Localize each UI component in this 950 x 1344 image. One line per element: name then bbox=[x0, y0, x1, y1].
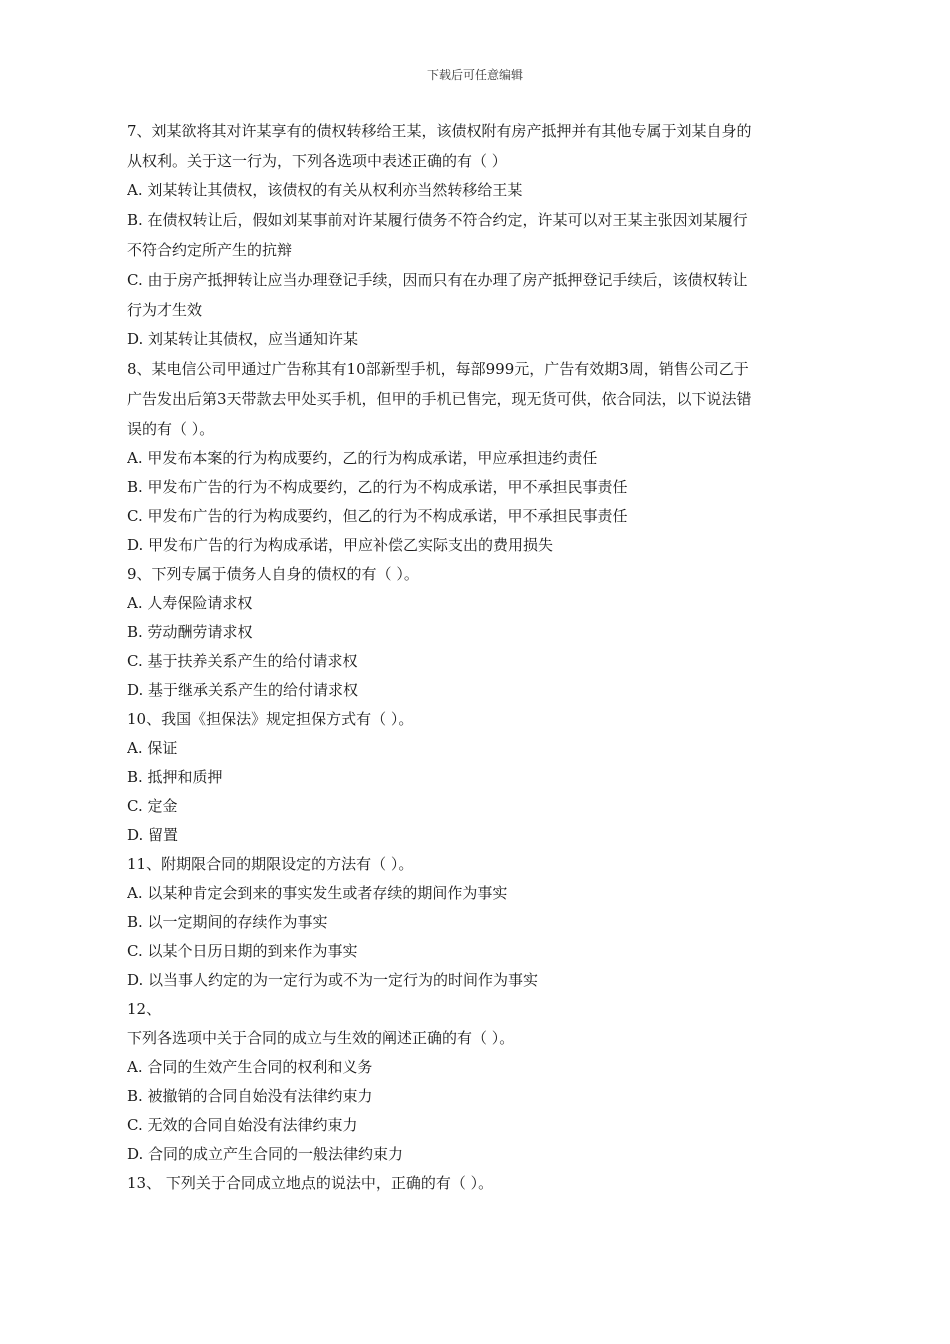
text-line: A. 保证 bbox=[127, 739, 178, 757]
text-line: A. 甲发布本案的行为构成要约，乙的行为构成承诺，甲应承担违约责任 bbox=[127, 449, 598, 467]
text-line: 7、刘某欲将其对许某享有的债权转移给王某，该债权附有房产抵押并有其他专属于刘某自身的 bbox=[127, 122, 752, 140]
text-line: C. 定金 bbox=[127, 797, 178, 815]
text-line: D. 以当事人约定的为一定行为或不为一定行为的时间作为事实 bbox=[127, 971, 539, 989]
text-line: D. 刘某转让其债权，应当通知许某 bbox=[127, 330, 359, 348]
text-line: C. 甲发布广告的行为构成要约，但乙的行为不构成承诺，甲不承担民事责任 bbox=[127, 507, 628, 525]
text-line: 13、 下列关于合同成立地点的说法中，正确的有（ ）。 bbox=[127, 1174, 494, 1192]
text-line: 10、我国《担保法》规定担保方式有（ ）。 bbox=[127, 710, 414, 728]
text-line: 8、某电信公司甲通过广告称其有10部新型手机，每部999元，广告有效期3周，销售公司乙于 bbox=[127, 360, 749, 378]
text-line: 9、下列专属于债务人自身的债权的有（ ）。 bbox=[127, 565, 419, 583]
text-line: 从权利。关于这一行为，下列各选项中表述正确的有（ ） bbox=[127, 152, 507, 170]
text-line: D. 基于继承关系产生的给付请求权 bbox=[127, 681, 359, 699]
text-line: C. 无效的合同自始没有法律约束力 bbox=[127, 1116, 358, 1134]
text-line: C. 基于扶养关系产生的给付请求权 bbox=[127, 652, 358, 670]
text-line: 误的有（ ）。 bbox=[127, 420, 215, 438]
document-body bbox=[127, 116, 827, 1198]
text-line: 行为才生效 bbox=[127, 301, 203, 319]
text-line: 12、 bbox=[127, 1000, 162, 1018]
page-header: 下载后可任意编辑 bbox=[426, 68, 523, 82]
text-line: D. 甲发布广告的行为构成承诺，甲应补偿乙实际支出的费用损失 bbox=[127, 536, 554, 554]
text-line: A. 以某种肯定会到来的事实发生或者存续的期间作为事实 bbox=[127, 884, 508, 902]
text-line: B. 甲发布广告的行为不构成要约，乙的行为不构成承诺，甲不承担民事责任 bbox=[127, 478, 628, 496]
text-line: 不符合约定所产生的抗辩 bbox=[127, 241, 293, 259]
text-line: D. 留置 bbox=[127, 826, 179, 844]
text-line: C. 由于房产抵押转让应当办理登记手续，因而只有在办理了房产抵押登记手续后，该债权转让 bbox=[127, 271, 748, 289]
text-line: 广告发出后第3天带款去甲处买手机，但甲的手机已售完，现无货可供，依合同法，以下说法错 bbox=[127, 390, 752, 408]
text-line: A. 刘某转让其债权，该债权的有关从权利亦当然转移给王某 bbox=[127, 181, 523, 199]
text-line: A. 合同的生效产生合同的权利和义务 bbox=[127, 1058, 373, 1076]
text-line: C. 以某个日历日期的到来作为事实 bbox=[127, 942, 358, 960]
text-line: 下列各选项中关于合同的成立与生效的阐述正确的有（ ）。 bbox=[127, 1029, 515, 1047]
text-line: B. 抵押和质押 bbox=[127, 768, 223, 786]
text-line: B. 在债权转让后，假如刘某事前对许某履行债务不符合约定，许某可以对王某主张因刘某履行 bbox=[127, 211, 748, 229]
text-line: D. 合同的成立产生合同的一般法律约束力 bbox=[127, 1145, 404, 1163]
text-line: A. 人寿保险请求权 bbox=[127, 594, 253, 612]
text-line: 11、附期限合同的期限设定的方法有（ ）。 bbox=[127, 855, 414, 873]
text-line: B. 劳动酬劳请求权 bbox=[127, 623, 253, 641]
text-line: B. 被撤销的合同自始没有法律约束力 bbox=[127, 1087, 373, 1105]
text-line: B. 以一定期间的存续作为事实 bbox=[127, 913, 328, 931]
